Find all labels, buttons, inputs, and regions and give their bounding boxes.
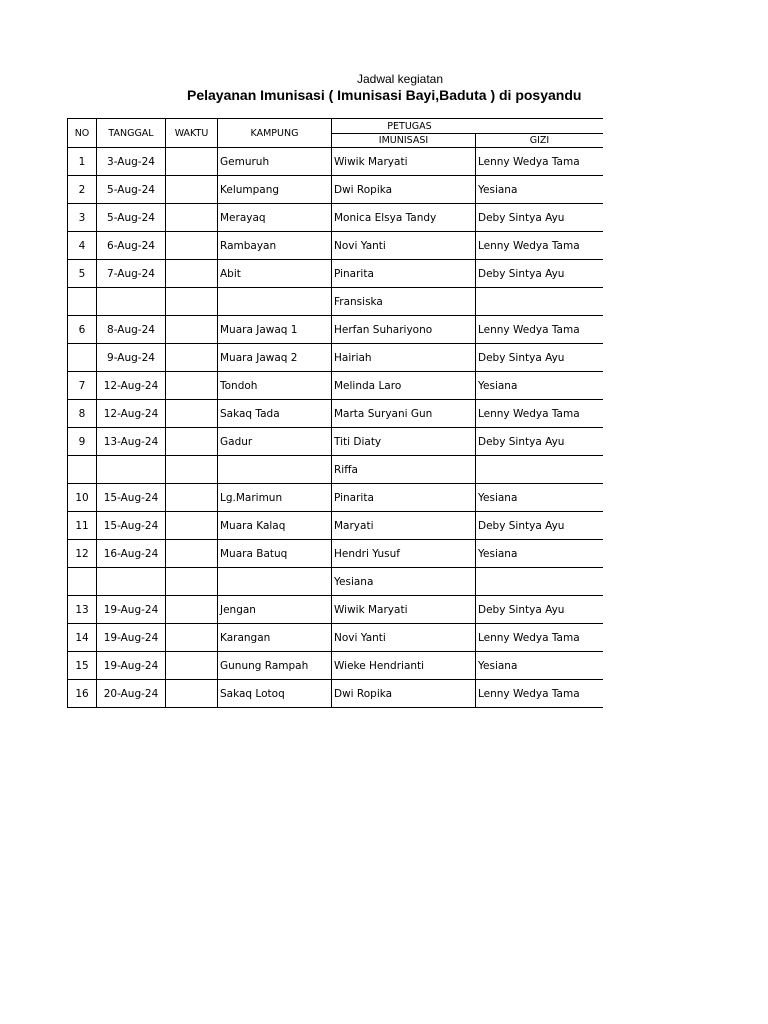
cell-waktu — [166, 596, 218, 624]
cell-waktu — [166, 540, 218, 568]
cell-tanggal: 5-Aug-24 — [97, 204, 166, 232]
cell-no — [68, 568, 97, 596]
table-row — [68, 456, 604, 484]
cell-no: 1 — [68, 148, 97, 176]
cell-kampung: Kelumpang — [218, 176, 332, 204]
table-row — [68, 652, 604, 680]
cell-gizi: Deby Sintya Ayu — [476, 260, 604, 288]
cell-kampung: Rambayan — [218, 232, 332, 260]
cell-kampung: Tondoh — [218, 372, 332, 400]
cell-kampung: Gunung Rampah — [218, 652, 332, 680]
schedule-table-clip — [67, 118, 603, 715]
table-row — [68, 400, 604, 428]
table-row — [68, 232, 604, 260]
cell-imunisasi: Herfan Suhariyono — [332, 316, 476, 344]
cell-tanggal: 7-Aug-24 — [97, 260, 166, 288]
cell-waktu — [166, 456, 218, 484]
cell-no: 9 — [68, 428, 97, 456]
cell-waktu — [166, 624, 218, 652]
table-row — [68, 176, 604, 204]
cell-tanggal: 5-Aug-24 — [97, 176, 166, 204]
cell-kampung — [218, 568, 332, 596]
table-row — [68, 624, 604, 652]
cell-no — [68, 288, 97, 316]
header-no: NO — [68, 119, 97, 148]
cell-kampung: Muara Jawaq 1 — [218, 316, 332, 344]
cell-kampung: Jengan — [218, 596, 332, 624]
document-title: Pelayanan Imunisasi ( Imunisasi Bayi,Baduta ) di posyandu — [187, 87, 582, 103]
cell-tanggal: 15-Aug-24 — [97, 512, 166, 540]
cell-kampung — [218, 456, 332, 484]
cell-kampung: Sakaq Tada — [218, 400, 332, 428]
table-row — [68, 540, 604, 568]
cell-waktu — [166, 512, 218, 540]
cell-tanggal: 9-Aug-24 — [97, 344, 166, 372]
cell-kampung — [218, 288, 332, 316]
cell-no: 4 — [68, 232, 97, 260]
table-row — [68, 484, 604, 512]
cell-waktu — [166, 260, 218, 288]
cell-waktu — [166, 316, 218, 344]
cell-tanggal: 20-Aug-24 — [97, 680, 166, 708]
cell-kampung: Muara Kalaq — [218, 512, 332, 540]
cell-no: 16 — [68, 680, 97, 708]
cell-no: 12 — [68, 540, 97, 568]
header-petugas — [332, 119, 604, 134]
cell-no: 5 — [68, 260, 97, 288]
cell-gizi: Yesiana — [476, 372, 604, 400]
cell-kampung: Abit — [218, 260, 332, 288]
cell-imunisasi: Wieke Hendrianti — [332, 652, 476, 680]
cell-no: 11 — [68, 512, 97, 540]
cell-waktu — [166, 148, 218, 176]
table-row — [68, 316, 604, 344]
document-title-clip — [0, 86, 603, 108]
table-row — [68, 372, 604, 400]
cell-waktu — [166, 344, 218, 372]
schedule-table — [67, 118, 603, 708]
cell-gizi: Yesiana — [476, 652, 604, 680]
cell-tanggal: 19-Aug-24 — [97, 596, 166, 624]
header-tanggal: TANGGAL — [97, 119, 166, 148]
cell-no: 8 — [68, 400, 97, 428]
schedule-table-header — [68, 119, 604, 148]
table-row — [68, 596, 604, 624]
schedule-table-body — [68, 148, 604, 708]
header-kampung: KAMPUNG — [218, 119, 332, 148]
cell-tanggal: 15-Aug-24 — [97, 484, 166, 512]
cell-imunisasi: Monica Elsya Tandy — [332, 204, 476, 232]
cell-gizi: Yesiana — [476, 540, 604, 568]
cell-gizi — [476, 568, 604, 596]
cell-imunisasi: Hendri Yusuf — [332, 540, 476, 568]
document-subtitle: Jadwal kegiatan — [356, 72, 444, 86]
header-petugas-label: PETUGAS — [387, 120, 432, 132]
cell-waktu — [166, 568, 218, 596]
cell-gizi: Deby Sintya Ayu — [476, 344, 604, 372]
cell-kampung: Karangan — [218, 624, 332, 652]
cell-tanggal: 16-Aug-24 — [97, 540, 166, 568]
header-waktu: WAKTU — [166, 119, 218, 148]
cell-no: 2 — [68, 176, 97, 204]
cell-imunisasi: Pinarita — [332, 484, 476, 512]
cell-tanggal: 19-Aug-24 — [97, 624, 166, 652]
cell-imunisasi: Hairiah — [332, 344, 476, 372]
cell-gizi: Lenny Wedya Tama — [476, 316, 604, 344]
cell-tanggal: 12-Aug-24 — [97, 400, 166, 428]
cell-no — [68, 344, 97, 372]
cell-waktu — [166, 428, 218, 456]
cell-kampung: Sakaq Lotoq — [218, 680, 332, 708]
cell-no: 10 — [68, 484, 97, 512]
cell-imunisasi: Pinarita — [332, 260, 476, 288]
cell-waktu — [166, 400, 218, 428]
cell-imunisasi: Wiwik Maryati — [332, 148, 476, 176]
cell-gizi: Deby Sintya Ayu — [476, 428, 604, 456]
cell-tanggal — [97, 456, 166, 484]
cell-imunisasi: Riffa — [332, 456, 476, 484]
header-imunisasi: IMUNISASI — [332, 134, 476, 148]
cell-imunisasi: Titi Diaty — [332, 428, 476, 456]
cell-imunisasi: Marta Suryani Gun — [332, 400, 476, 428]
cell-waktu — [166, 288, 218, 316]
header-gizi — [476, 134, 604, 148]
cell-waktu — [166, 652, 218, 680]
cell-waktu — [166, 232, 218, 260]
cell-waktu — [166, 484, 218, 512]
cell-waktu — [166, 372, 218, 400]
cell-kampung: Muara Batuq — [218, 540, 332, 568]
cell-waktu — [166, 680, 218, 708]
cell-imunisasi: Melinda Laro — [332, 372, 476, 400]
cell-imunisasi: Yesiana — [332, 568, 476, 596]
cell-tanggal: 3-Aug-24 — [97, 148, 166, 176]
cell-no: 3 — [68, 204, 97, 232]
cell-tanggal: 12-Aug-24 — [97, 372, 166, 400]
cell-gizi: Deby Sintya Ayu — [476, 512, 604, 540]
cell-no: 14 — [68, 624, 97, 652]
cell-tanggal: 13-Aug-24 — [97, 428, 166, 456]
cell-tanggal: 6-Aug-24 — [97, 232, 166, 260]
cell-kampung: Lg.Marimun — [218, 484, 332, 512]
cell-gizi: Lenny Wedya Tama — [476, 624, 604, 652]
cell-gizi: Lenny Wedya Tama — [476, 232, 604, 260]
cell-imunisasi: Novi Yanti — [332, 232, 476, 260]
table-row — [68, 568, 604, 596]
cell-no: 7 — [68, 372, 97, 400]
cell-imunisasi: Novi Yanti — [332, 624, 476, 652]
cell-kampung: Gemuruh — [218, 148, 332, 176]
cell-imunisasi: Wiwik Maryati — [332, 596, 476, 624]
table-row — [68, 512, 604, 540]
cell-gizi: Lenny Wedya Tama — [476, 148, 604, 176]
cell-imunisasi: Dwi Ropika — [332, 680, 476, 708]
table-row — [68, 288, 604, 316]
cell-gizi — [476, 456, 604, 484]
cell-gizi: Yesiana — [476, 176, 604, 204]
table-row — [68, 148, 604, 176]
table-row — [68, 680, 604, 708]
cell-kampung: Gadur — [218, 428, 332, 456]
cell-tanggal: 8-Aug-24 — [97, 316, 166, 344]
cell-imunisasi: Dwi Ropika — [332, 176, 476, 204]
cell-imunisasi: Maryati — [332, 512, 476, 540]
cell-gizi: Lenny Wedya Tama — [476, 680, 604, 708]
cell-tanggal — [97, 568, 166, 596]
table-row — [68, 260, 604, 288]
cell-kampung: Muara Jawaq 2 — [218, 344, 332, 372]
cell-no: 6 — [68, 316, 97, 344]
cell-kampung: Merayaq — [218, 204, 332, 232]
cell-gizi: Deby Sintya Ayu — [476, 596, 604, 624]
cell-tanggal: 19-Aug-24 — [97, 652, 166, 680]
cell-waktu — [166, 176, 218, 204]
cell-waktu — [166, 204, 218, 232]
cell-gizi — [476, 288, 604, 316]
table-row — [68, 428, 604, 456]
cell-tanggal — [97, 288, 166, 316]
cell-gizi: Lenny Wedya Tama — [476, 400, 604, 428]
cell-imunisasi: Fransiska — [332, 288, 476, 316]
table-row — [68, 204, 604, 232]
cell-gizi: Deby Sintya Ayu — [476, 204, 604, 232]
cell-gizi: Yesiana — [476, 484, 604, 512]
cell-no: 13 — [68, 596, 97, 624]
header-gizi-label: GIZI — [529, 135, 550, 146]
table-row — [68, 344, 604, 372]
cell-no: 15 — [68, 652, 97, 680]
cell-no — [68, 456, 97, 484]
